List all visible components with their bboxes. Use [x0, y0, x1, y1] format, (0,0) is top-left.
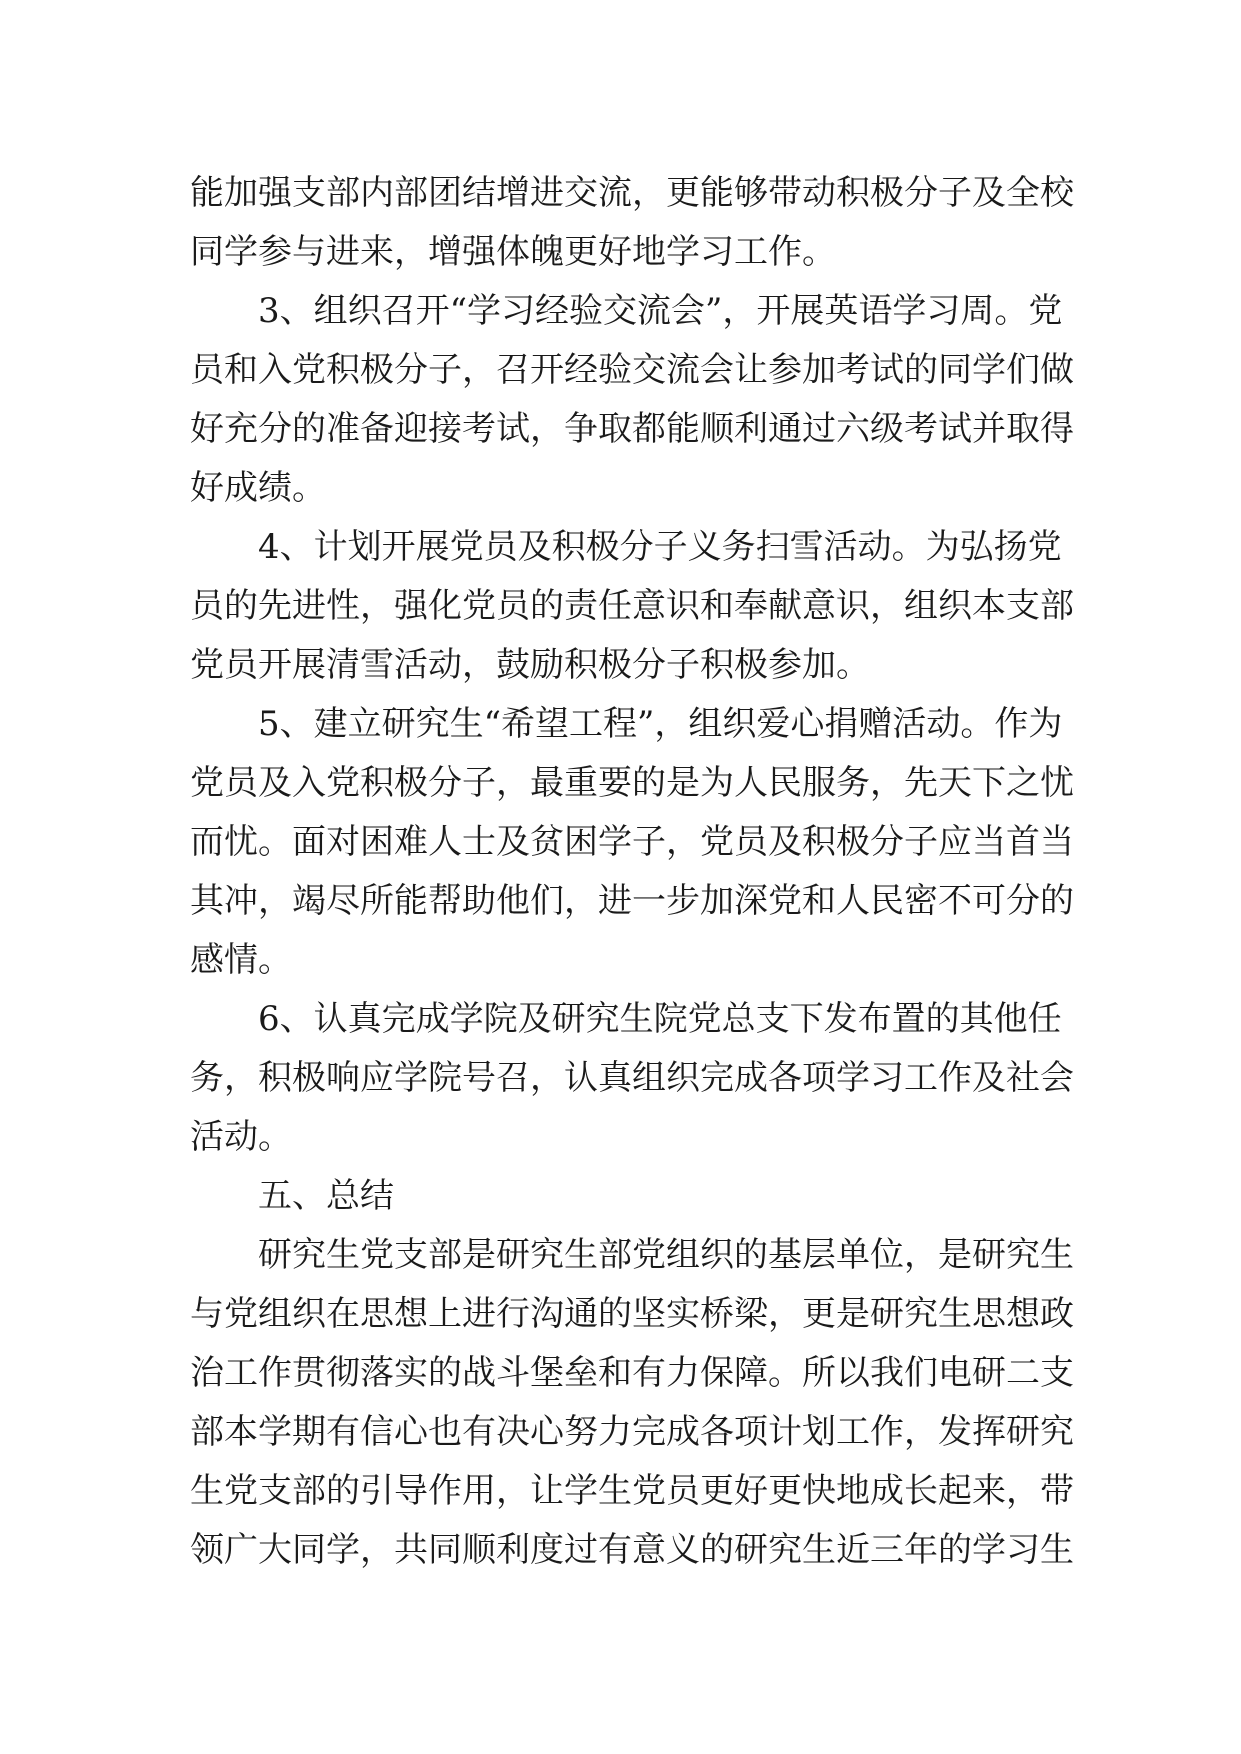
section-heading: 五、总结	[258, 1176, 394, 1216]
text-line: 部本学期有信心也有决心努力完成各项计划工作，发挥研究	[190, 1412, 1074, 1452]
text-line: 研究生党支部是研究生部党组织的基层单位，是研究生	[258, 1235, 1074, 1275]
text-line: 员的先进性，强化党员的责任意识和奉献意识，组织本支部	[190, 586, 1074, 626]
text-line: 与党组织在思想上进行沟通的坚实桥梁，更是研究生思想政	[190, 1294, 1074, 1334]
text-line: 党员及入党积极分子，最重要的是为人民服务，先天下之忧	[190, 763, 1074, 803]
text-line: 好成绩。	[190, 468, 326, 508]
text-line: 4、计划开展党员及积极分子义务扫雪活动。为弘扬党	[258, 527, 1062, 567]
text-line: 员和入党积极分子，召开经验交流会让参加考试的同学们做	[190, 350, 1074, 390]
text-line: 同学参与进来，增强体魄更好地学习工作。	[190, 232, 836, 272]
text-line: 其冲，竭尽所能帮助他们，进一步加深党和人民密不可分的	[190, 881, 1074, 921]
text-line: 好充分的准备迎接考试，争取都能顺利通过六级考试并取得	[190, 409, 1074, 449]
document-body	[190, 164, 1074, 1580]
text-line: 5、建立研究生“希望工程”，组织爱心捐赠活动。作为	[258, 704, 1063, 744]
text-line: 感情。	[190, 940, 292, 980]
text-line: 领广大同学，共同顺利度过有意义的研究生近三年的学习生	[190, 1530, 1074, 1570]
text-line: 6、认真完成学院及研究生院党总支下发布置的其他任	[258, 999, 1062, 1039]
text-line: 而忧。面对困难人士及贫困学子，党员及积极分子应当首当	[190, 822, 1074, 862]
text-line: 3、组织召开“学习经验交流会”，开展英语学习周。党	[258, 291, 1063, 331]
text-line: 生党支部的引导作用，让学生党员更好更快地成长起来，带	[190, 1471, 1074, 1511]
text-line: 活动。	[190, 1117, 292, 1157]
text-line: 务，积极响应学院号召，认真组织完成各项学习工作及社会	[190, 1058, 1074, 1098]
text-line: 治工作贯彻落实的战斗堡垒和有力保障。所以我们电研二支	[190, 1353, 1074, 1393]
text-line: 党员开展清雪活动，鼓励积极分子积极参加。	[190, 645, 870, 685]
text-line: 能加强支部内部团结增进交流，更能够带动积极分子及全校	[190, 173, 1074, 213]
